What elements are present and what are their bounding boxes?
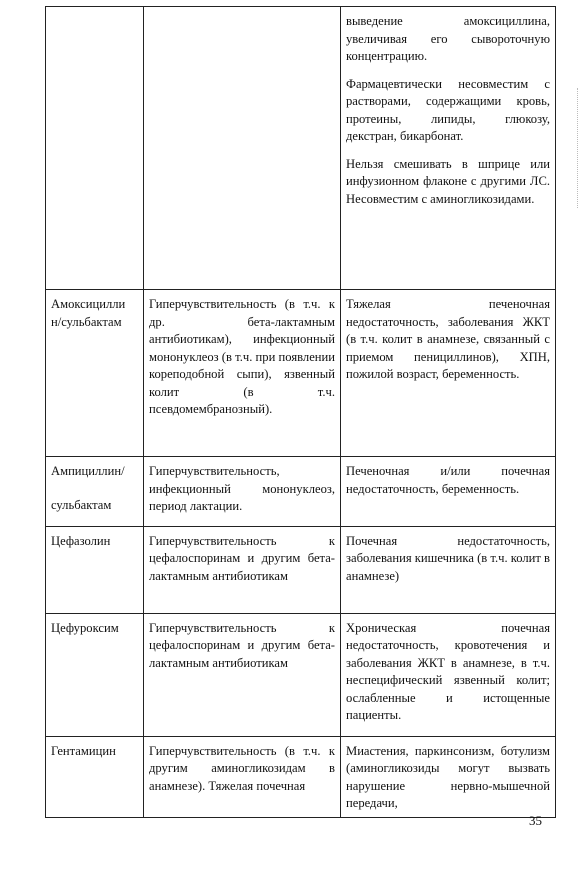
table-row — [46, 7, 556, 290]
drug-name: Гентамицин — [51, 743, 116, 758]
table-row — [46, 736, 556, 817]
drug-name-cell — [46, 7, 144, 290]
contraindications-text: Гиперчувствительность, инфекционный мононуклеоз, период лактации. — [149, 464, 335, 513]
caution-paragraph: Печеночная и/или почечная недостаточность, беременность. — [346, 464, 550, 496]
scan-margin-mark — [571, 88, 578, 208]
caution-cell — [341, 457, 556, 527]
contraindications-cell — [144, 526, 341, 613]
caution-cell — [341, 526, 556, 613]
caution-cell — [341, 736, 556, 817]
table-row — [46, 290, 556, 457]
caution-paragraph: выведение амоксициллина, увеличивая его сывороточную концентрацию. — [346, 14, 550, 63]
drug-name-cell — [46, 526, 144, 613]
contraindications-text: Гиперчувствительность к цефалоспоринам и другим бета-лактамным антибиотикам — [149, 620, 335, 670]
contraindications-text: Гиперчувствительность к цефалоспоринам и другим бета-лактамным антибиотикам — [149, 533, 335, 583]
drug-table — [45, 6, 556, 818]
contraindications-cell — [144, 7, 341, 290]
caution-paragraph: Хроническая почечная недостаточность, кровотечения и заболевания ЖКТ в анамнезе, в т.ч. неспецифический язвенный колит; ослабленные и истощенные пациенты. — [346, 620, 550, 722]
drug-name-cell — [46, 290, 144, 457]
table-row — [46, 613, 556, 736]
contraindications-text: Гиперчувствительность (в т.ч. к др. бета-лактамным антибиотикам), инфекционный мононуклеоз (в т.ч. при появлении кореподобной сыпи), язвенный колит (в т.ч. псевдомембранозный). — [149, 297, 335, 416]
table-row — [46, 526, 556, 613]
caution-cell — [341, 290, 556, 457]
contraindications-cell — [144, 457, 341, 527]
drug-name-cell — [46, 736, 144, 817]
page-number: 35 — [529, 813, 542, 828]
contraindications-cell — [144, 736, 341, 817]
drug-name: Амоксицилли н/сульбактам — [51, 297, 126, 329]
drug-name: Цефуроксим — [51, 620, 119, 635]
drug-name-cell — [46, 457, 144, 527]
caution-paragraph: Тяжелая печеночная недостаточность, заболевания ЖКТ (в т.ч. колит в анамнезе, связанный с приемом пенициллинов), ХПН, пожилой возраст, беременность. — [346, 297, 550, 381]
drug-name-cell — [46, 613, 144, 736]
drug-name: Цефазолин — [51, 533, 111, 548]
contraindications-cell — [144, 290, 341, 457]
contraindications-text: Гиперчувствительность (в т.ч. к другим аминогликозидам в анамнезе). Тяжелая почечная — [149, 743, 335, 793]
caution-cell — [341, 7, 556, 290]
caution-cell — [341, 613, 556, 736]
table-row — [46, 457, 556, 527]
contraindications-cell — [144, 613, 341, 736]
drug-table-body — [46, 7, 556, 818]
drug-name: Ампициллин/ — [51, 464, 125, 478]
caution-paragraph: Нельзя смешивать в шприце или инфузионном флаконе с другими ЛС. Несовместим с аминогликозидами. — [346, 156, 550, 206]
drug-name-continued: сульбактам — [51, 497, 112, 512]
caution-paragraph: Фармацевтически несовместим с растворами, содержащими кровь, протеины, липиды, глюкозу, декстран, бикарбонат. — [346, 76, 550, 143]
caution-paragraph: Почечная недостаточность, заболевания кишечника (в т.ч. колит в анамнезе) — [346, 533, 550, 583]
caution-paragraph: Миастения, паркинсонизм, ботулизм (аминогликозиды могут вызвать нарушение нервно-мышечной передачи, — [346, 743, 550, 810]
